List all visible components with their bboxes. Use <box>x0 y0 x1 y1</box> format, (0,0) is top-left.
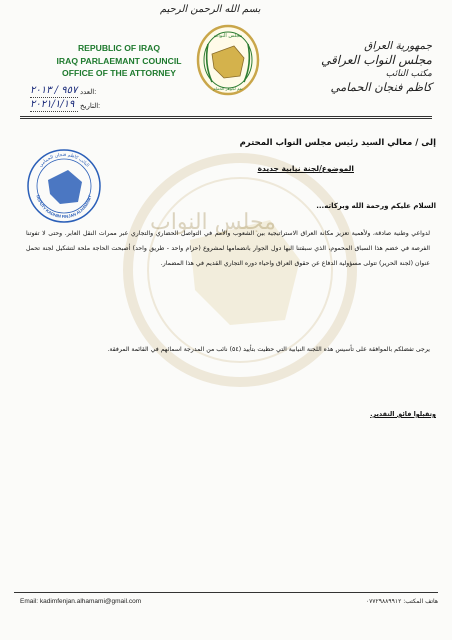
header-divider <box>20 116 432 117</box>
subject-line <box>258 164 354 173</box>
parliament-emblem <box>196 24 260 96</box>
watermark-text: مجلس النواب <box>150 210 276 235</box>
letterhead-line: IRAQ PARLAEMANT COUNCIL <box>56 55 182 66</box>
dotted-line <box>30 111 78 112</box>
date-value: ٢٠٢١/١/١٩ <box>30 99 75 110</box>
dotted-line <box>30 97 78 98</box>
letterhead-line: كاظم فنجان الحمامي <box>330 80 432 94</box>
subject-label: الموضوع/ <box>319 164 354 173</box>
letterhead-line: OFFICE OF THE ATTORNEY <box>62 68 176 78</box>
emblem-subtitle: نعم لجوهر الحمام <box>213 86 243 91</box>
footer-phone: هاتف المكتب: ٠٧٧٢٩٨٨٩٩١٢ <box>365 598 438 605</box>
official-stamp <box>24 146 104 226</box>
emblem-title: مجلس النواب <box>213 33 243 39</box>
footer-divider <box>14 592 438 593</box>
basmala: بسم الله الرحمن الرحيم <box>160 4 261 15</box>
letterhead-line: مكتب النائب <box>385 69 432 79</box>
body-paragraph: لدواعي وطنية صادقة، ولأهمية تعزيز مكانة العراق الاستراتيجية بين الشعوب والأمم في التواصل الحضاري والتجاري عبر ممرات النقل العابر. وحتى لا تفوتنا الفرصة في خضم هذا السباق المحموم، الذي سبقتنا اليها دول الجوار بانضمامها لمشروع (حزام واحد - طريق واحد) أصبحت الحاجة ملحة لتشكيل لجنة تحمل عنوان (لجنة الحرير) تتولى مسؤولية الدفاع عن حقوق العراق واحياء دوره التجاري القديم في هذا المضمار. <box>26 230 430 267</box>
recipient-line: إلى / معالي السيد رئيس مجلس النواب المحترم <box>239 138 436 148</box>
greeting: السلام عليكم ورحمة الله وبركاته... <box>316 202 436 210</box>
subject-text: لجنة نيابية جديدة <box>257 164 320 173</box>
stamp-arabic-text: النائب كاظم فنجان الحمامي <box>38 152 90 169</box>
footer-email: Email: kadimfenjan.alhamami@gmail.com <box>20 598 142 605</box>
closing-line: وتقبلوا فائق التقدير. <box>370 410 436 418</box>
arabic-letterhead <box>282 40 432 95</box>
letterhead-line: مجلس النواب العراقي <box>321 53 432 67</box>
letterhead-line: REPUBLIC OF IRAQ <box>77 43 161 53</box>
reference-number-label: العدد: <box>80 89 97 96</box>
stamp-english-text: DEPUTY KADHIM FINJAN ALHAMAMY <box>35 194 93 220</box>
letterhead-line: جمهورية العراق <box>364 40 432 52</box>
header-divider <box>20 118 432 119</box>
body-paragraph: يرجى تفضلكم بالموافقة على تأسيس هذه اللجنة النيابية التي حظيت بتأييد (٥٤) نائب من المدرجة اسمائهم في القائمة المرفقة. <box>107 346 430 353</box>
date-label: التاريخ: <box>80 103 101 110</box>
reference-number-value: ٩٥٧ / ٢٠١٣ <box>30 85 78 96</box>
english-letterhead <box>44 42 194 80</box>
